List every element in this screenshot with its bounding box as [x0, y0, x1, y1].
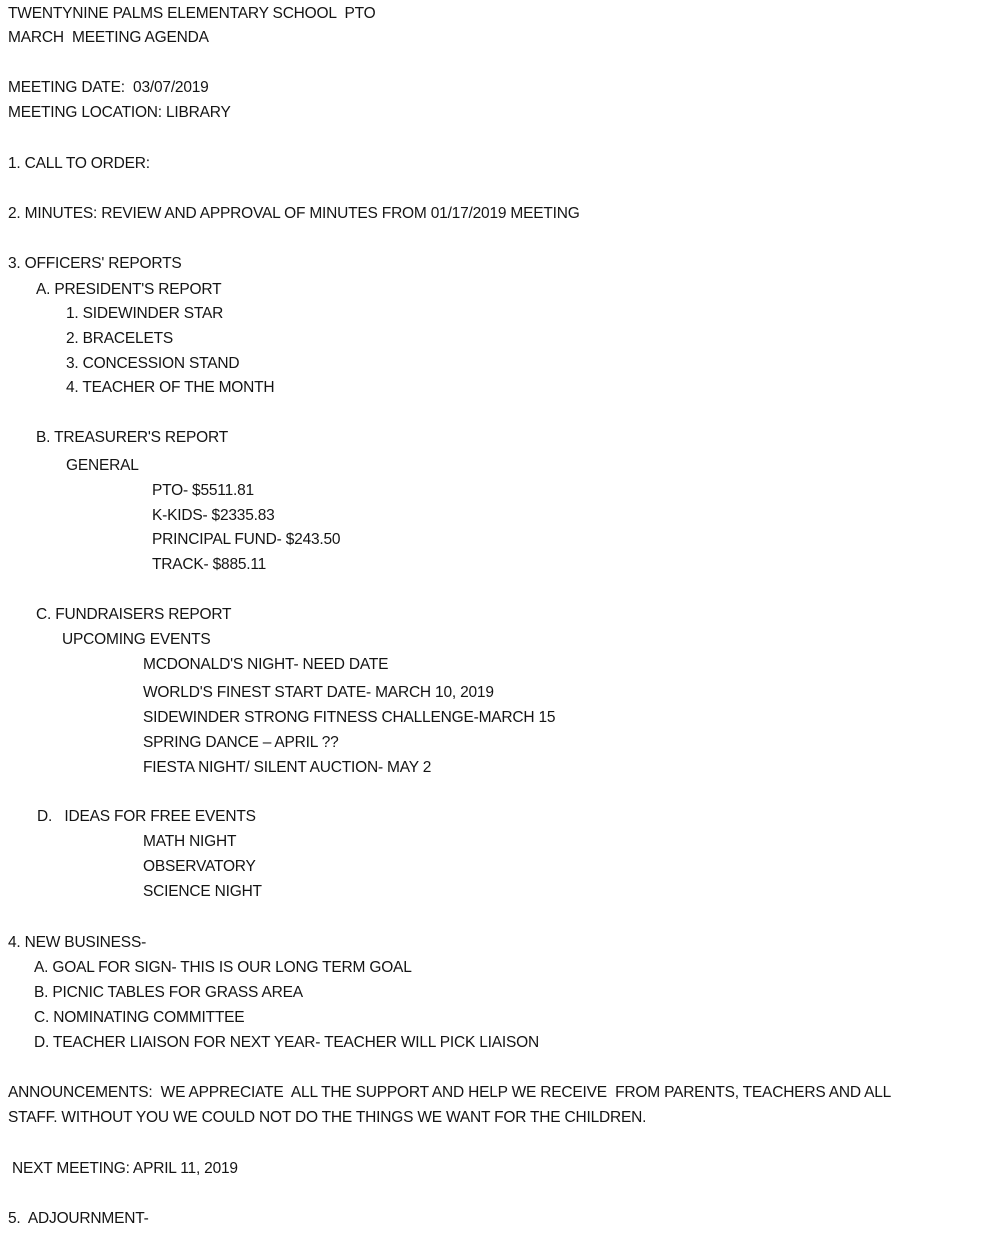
school-name: TWENTYNINE PALMS ELEMENTARY SCHOOL PTO [8, 5, 376, 22]
fundraiser-event: MCDONALD'S NIGHT- NEED DATE [143, 656, 389, 673]
treasurer-item: TRACK- $885.11 [152, 556, 267, 573]
fundraiser-event: SPRING DANCE – APRIL ?? [143, 734, 339, 751]
meeting-date: MEETING DATE: 03/07/2019 [8, 79, 209, 96]
fundraiser-event: SIDEWINDER STRONG FITNESS CHALLENGE-MARCH 15 [143, 709, 556, 726]
officers-reports-heading: 3. OFFICERS' REPORTS [8, 255, 182, 272]
treasurer-subheading: GENERAL [66, 457, 139, 474]
document-title: MARCH MEETING AGENDA [8, 29, 209, 46]
treasurer-item: PTO- $5511.81 [152, 482, 254, 499]
announcements-line: STAFF. WITHOUT YOU WE COULD NOT DO THE THINGS WE WANT FOR THE CHILDREN. [8, 1109, 647, 1126]
fundraiser-event: FIESTA NIGHT/ SILENT AUCTION- MAY 2 [143, 759, 432, 776]
treasurer-item: PRINCIPAL FUND- $243.50 [152, 531, 341, 548]
president-report-heading: A. PRESIDENT'S REPORT [36, 281, 222, 298]
president-item: 1. SIDEWINDER STAR [66, 305, 224, 322]
treasurer-item: K-KIDS- $2335.83 [152, 507, 275, 524]
free-event-idea: MATH NIGHT [143, 833, 237, 850]
fundraiser-event: WORLD'S FINEST START DATE- MARCH 10, 2019 [143, 684, 494, 701]
new-business-heading: 4. NEW BUSINESS- [8, 934, 147, 951]
president-item: 2. BRACELETS [66, 330, 174, 347]
adjournment: 5. ADJOURNMENT- [8, 1210, 149, 1227]
free-event-idea: SCIENCE NIGHT [143, 883, 262, 900]
announcements-line: ANNOUNCEMENTS: WE APPRECIATE ALL THE SUPPORT AND HELP WE RECEIVE FROM PARENTS, TEACHERS AND ALL [8, 1084, 892, 1101]
minutes-item: 2. MINUTES: REVIEW AND APPROVAL OF MINUTES FROM 01/17/2019 MEETING [8, 205, 580, 222]
new-business-item: C. NOMINATING COMMITTEE [34, 1009, 245, 1026]
free-events-heading: D. IDEAS FOR FREE EVENTS [37, 808, 256, 825]
fundraisers-report-heading: C. FUNDRAISERS REPORT [36, 606, 232, 623]
president-item: 3. CONCESSION STAND [66, 355, 240, 372]
next-meeting: NEXT MEETING: APRIL 11, 2019 [12, 1160, 238, 1177]
treasurer-report-heading: B. TREASURER'S REPORT [36, 429, 228, 446]
meeting-location: MEETING LOCATION: LIBRARY [8, 104, 231, 121]
free-event-idea: OBSERVATORY [143, 858, 256, 875]
new-business-item: D. TEACHER LIAISON FOR NEXT YEAR- TEACHER WILL PICK LIAISON [34, 1034, 539, 1051]
new-business-item: B. PICNIC TABLES FOR GRASS AREA [34, 984, 303, 1001]
call-to-order: 1. CALL TO ORDER: [8, 155, 150, 172]
fundraisers-subheading: UPCOMING EVENTS [62, 631, 211, 648]
new-business-item: A. GOAL FOR SIGN- THIS IS OUR LONG TERM GOAL [34, 959, 412, 976]
president-item: 4. TEACHER OF THE MONTH [66, 379, 275, 396]
